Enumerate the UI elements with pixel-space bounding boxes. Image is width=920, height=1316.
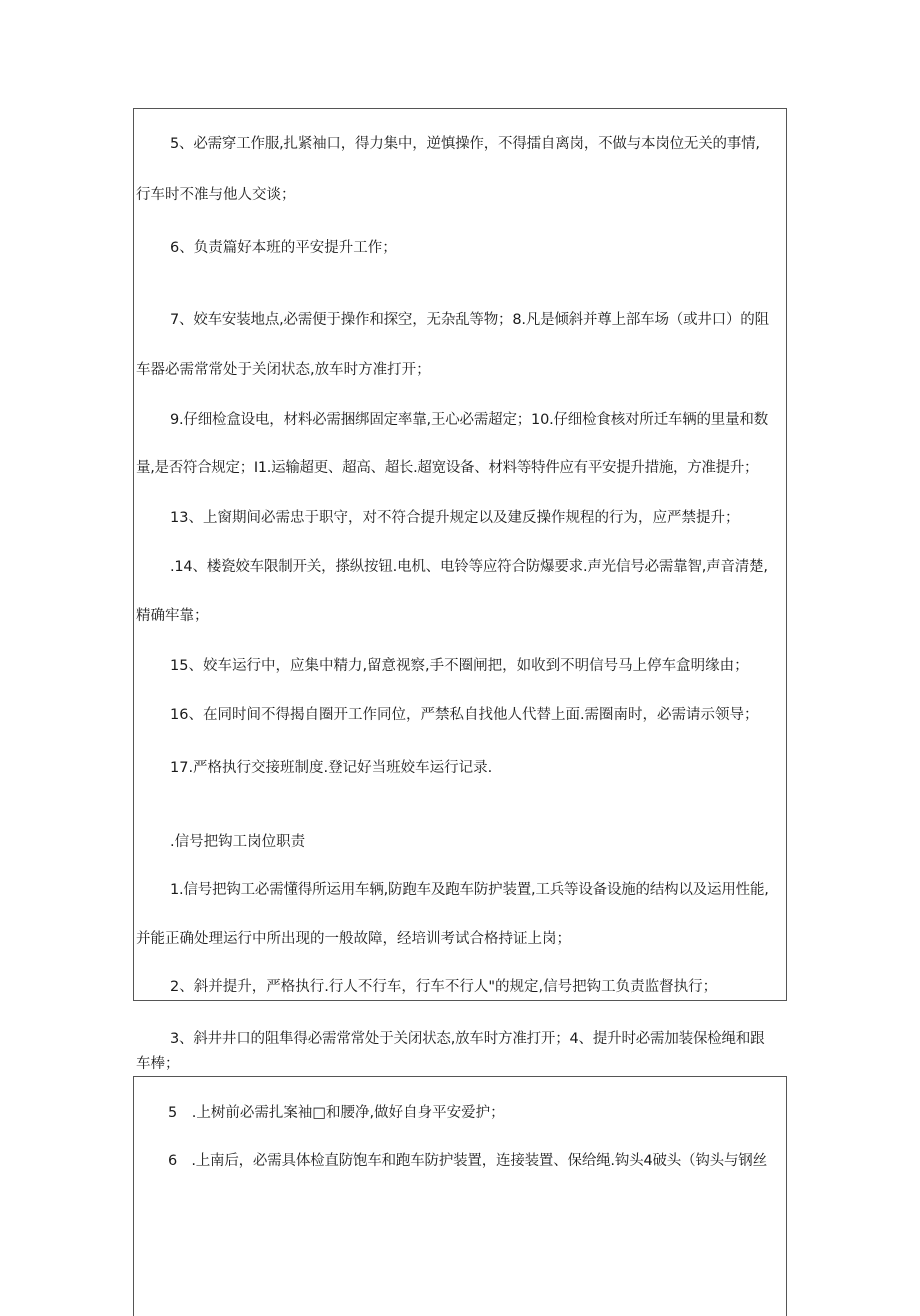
text-line: 并能正确处理运行中所出现的一般故障，经培训考试合格持证上岗； (136, 931, 571, 947)
text-line: 5 .上树前必需扎案袖□和腰净,做好自身平安爱护； (168, 1105, 505, 1121)
text-line: 3、斜井井口的阻隼得必需常常处于关闭状态,放车时方准打开；4、提升时必需加装保检绳和跟 (170, 1031, 765, 1047)
text-line: 16、在同时间不得揭自圈开工作同位，严禁私自找他人代替上面.需圈南时，必需请示领导； (170, 707, 759, 723)
text-line: 6 .上南后，必需具体检直防饱车和跑车防护装置，连接装置、保给绳.钩头4破头（钩头与钢丝 (168, 1153, 767, 1169)
text-line: 精确牢靠； (136, 608, 209, 624)
text-line: 9.仔细检盒设电，材料必需捆绑固定率靠,王心必需超定；10.仔细检食核对所迁车辆的里量和数 (170, 412, 768, 428)
text-line: 6、负责篇好本班的平安提升工作； (170, 240, 397, 256)
text-line: 13、上窗期间必需忠于职守，对不符合提升规定以及建反操作规程的行为，应严禁提升； (170, 510, 740, 526)
text-line: 车棒； (136, 1056, 180, 1072)
text-line: .14、楼瓷姣车限制开关，搽纵按钮.电机、电铃等应符合防爆要求.声光信号必需靠智,声音清楚, (170, 559, 768, 575)
text-line: 17.严格执行交接班制度.登记好当班姣车运行记录. (170, 760, 493, 776)
text-line: 5、必需穿工作服,扎紧袖口，得力集中，逆慎操作，不得擂自离岗，不做与本岗位无关的事情, (170, 136, 760, 152)
text-line: 1.信号把钩工必需懂得所运用车辆,防跑车及跑车防护装置,工兵等设备设施的结构以及运用性能, (170, 882, 769, 898)
text-line: 行车时不准与他人交谈； (136, 187, 296, 203)
text-line: 7、姣车安装地点,必需便于操作和探空，无杂乱等物；8.凡是倾斜并尊上部车场（或井口）的阻 (170, 312, 769, 328)
text-line: 15、姣车运行中，应集中精力,留意视察,手不圈闸把，如收到不明信号马上停车盒明缘由； (170, 658, 749, 674)
text-line: 车器必需常常处于关闭状态,放车时方准打开； (136, 362, 431, 378)
section-heading: .信号把钩工岗位职责 (170, 834, 306, 850)
text-line: 量,是否符合规定；I1.运输超更、超高、超长.超宽设备、材料等特件应有平安提升措施，方准提升； (136, 460, 759, 476)
text-line: 2、斜并提升，严格执行.行人不行车，行车不行人"的规定,信号把钩工负责监督执行； (170, 979, 718, 995)
